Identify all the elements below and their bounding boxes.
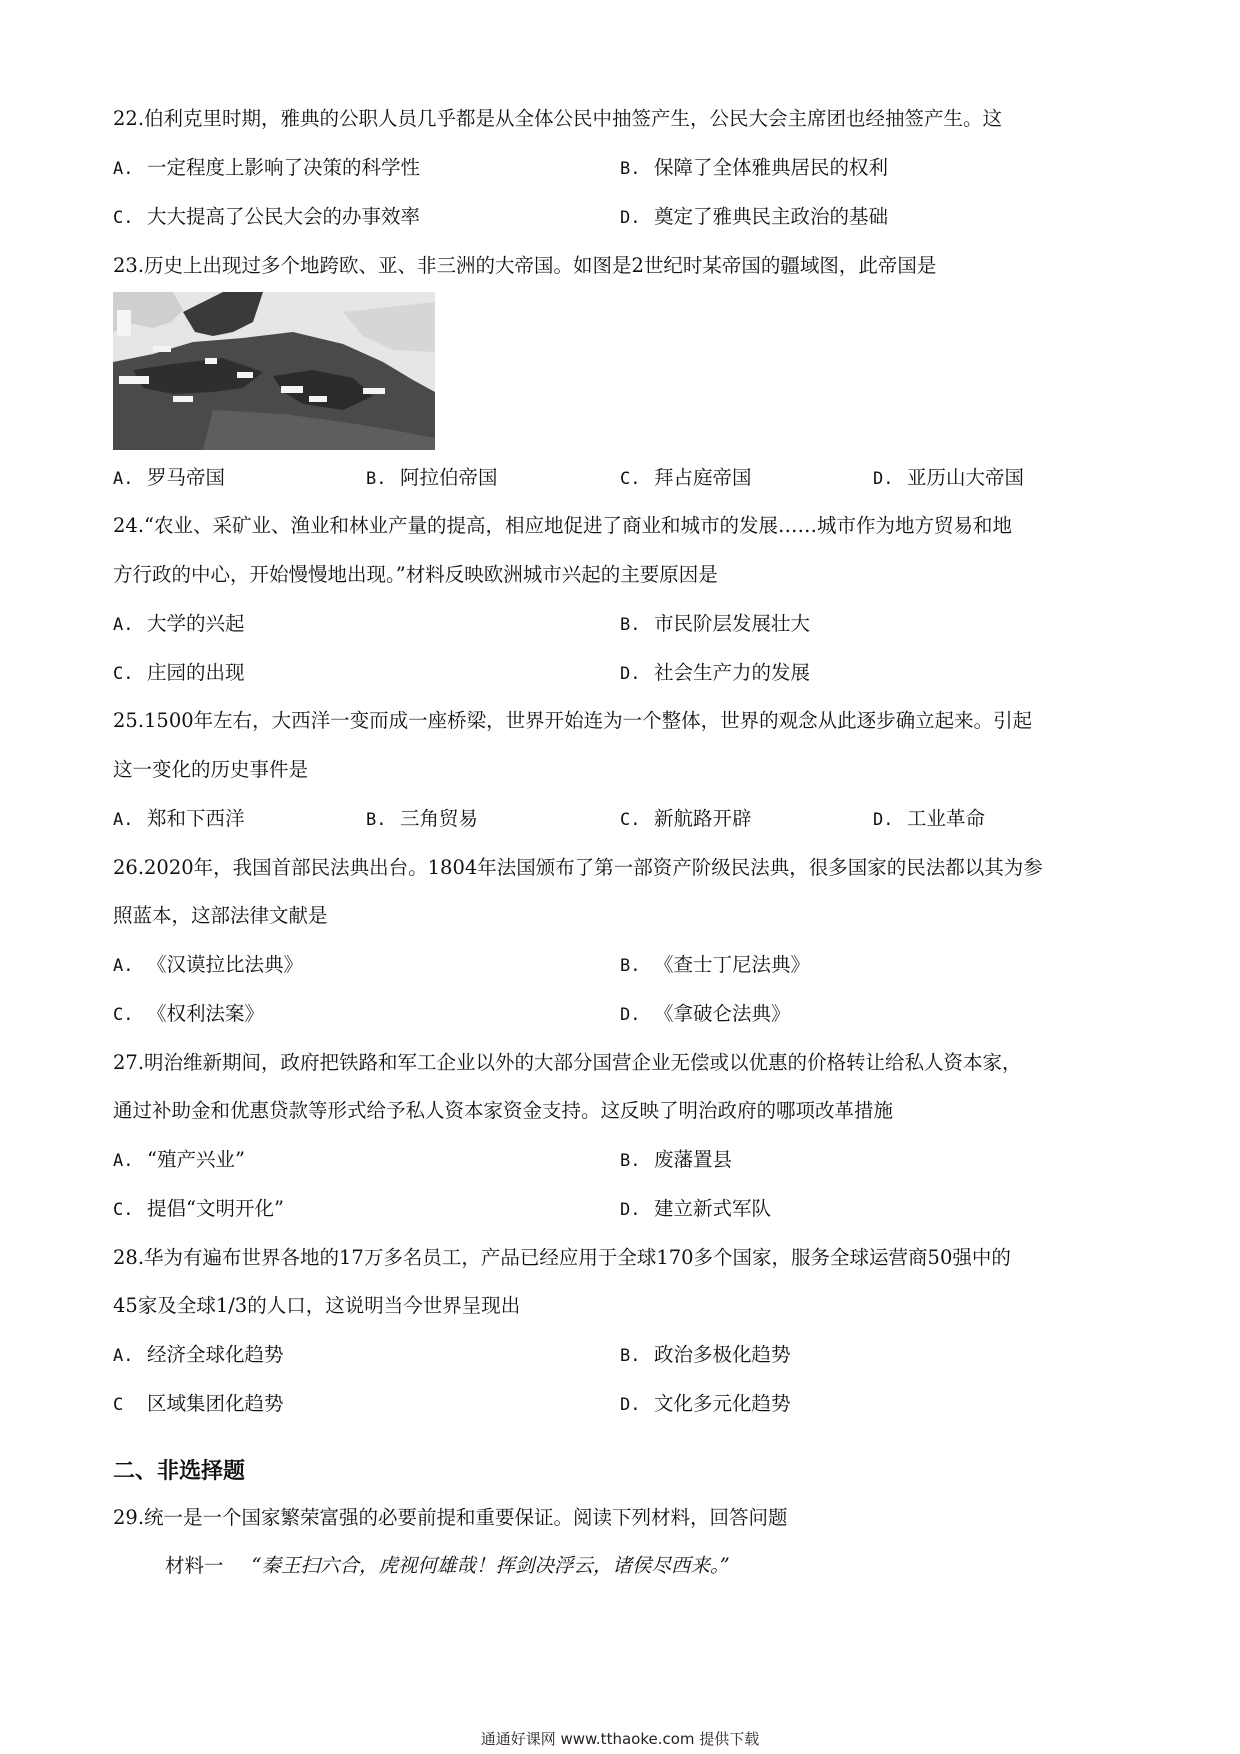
q29-stem: 29.统一是一个国家繁荣富强的必要前提和重要保证。阅读下列材料，回答问题 — [113, 1506, 788, 1529]
option-text: 三角贸易 — [400, 807, 479, 830]
option-text: 废藩置县 — [654, 1148, 733, 1171]
option-text: 新航路开辟 — [654, 807, 752, 830]
q26-stem-line-2: 照蓝本，这部法律文献是 — [113, 904, 328, 927]
option-text: 大学的兴起 — [147, 612, 245, 635]
section-title: 二、非选择题 — [113, 1459, 246, 1484]
option-key: D. — [873, 810, 894, 830]
q23-stem: 23.历史上出现过多个地跨欧、亚、非三洲的大帝国。如图是2世纪时某帝国的疆域图，此帝国是 — [113, 254, 937, 277]
empire-map-image — [113, 292, 435, 450]
option-key: B. — [620, 956, 641, 976]
option-key: D. — [620, 1200, 641, 1220]
option-text: 工业革命 — [907, 807, 986, 830]
q27-stem-line-2: 通过补助金和优惠贷款等形式给予私人资本家资金支持。这反映了明治政府的哪项改革措施 — [113, 1099, 894, 1122]
map-label — [119, 376, 149, 384]
q26-option-d — [620, 1001, 791, 1028]
option-key: C. — [113, 664, 134, 684]
option-key: D. — [873, 469, 894, 489]
q27-option-d — [620, 1196, 771, 1223]
material-text: “秦王扫六合，虎视何雄哉！挥剑决浮云，诸侯尽西来。” — [251, 1554, 730, 1577]
option-text: 《查士丁尼法典》 — [654, 953, 811, 976]
page-footer: 通通好课网 www.tthaoke.com 提供下载 — [480, 1730, 760, 1748]
q27-option-a — [113, 1147, 245, 1174]
option-text: 建立新式军队 — [654, 1197, 772, 1220]
option-key: A. — [113, 1151, 134, 1171]
option-text: 经济全球化趋势 — [147, 1343, 284, 1366]
option-text: 拜占庭帝国 — [654, 466, 752, 489]
q23-option-a — [113, 465, 225, 492]
q26-option-a — [113, 952, 303, 979]
option-key: B. — [366, 810, 387, 830]
option-text: 文化多元化趋势 — [654, 1392, 791, 1415]
option-key: C. — [113, 208, 134, 228]
q27-option-b — [620, 1147, 732, 1174]
option-text: 政治多极化趋势 — [654, 1343, 791, 1366]
q26-stem-line-1: 26.2020年，我国首部民法典出台。1804年法国颁布了第一部资产阶级民法典，很多国家的民法都以其为参 — [113, 856, 1043, 879]
q22-stem: 22.伯利克里时期，雅典的公职人员几乎都是从全体公民中抽签产生，公民大会主席团也经抽签产生。这 — [113, 107, 1003, 130]
option-key: B. — [620, 615, 641, 635]
map-label — [153, 346, 171, 352]
option-text: 市民阶层发展壮大 — [654, 612, 811, 635]
q25-option-a — [113, 806, 245, 833]
q24-option-c — [113, 660, 245, 687]
q24-option-d — [620, 660, 810, 687]
material-label: 材料一 — [165, 1554, 224, 1577]
option-text: 《汉谟拉比法典》 — [147, 953, 304, 976]
option-key: B. — [620, 1346, 641, 1366]
q24-stem-line-1: 24.“农业、采矿业、渔业和林业产量的提高，相应地促进了商业和城市的发展……城市作为地方贸易和地 — [113, 514, 1012, 537]
option-text: 庄园的出现 — [147, 661, 245, 684]
option-key: A. — [113, 469, 134, 489]
q28-option-c — [113, 1391, 284, 1418]
option-key: C. — [620, 469, 641, 489]
option-key: A. — [113, 159, 134, 179]
q24-option-b — [620, 611, 810, 638]
map-label — [173, 396, 193, 402]
option-text: 保障了全体雅典居民的权利 — [654, 156, 889, 179]
q23-option-d — [873, 465, 1024, 492]
map-label — [281, 386, 303, 393]
option-key: C — [113, 1395, 124, 1415]
option-text: 提倡“文明开化” — [147, 1197, 284, 1220]
q26-option-c — [113, 1001, 264, 1028]
q25-option-b — [366, 806, 478, 833]
option-key: C. — [113, 1200, 134, 1220]
q22-option-a — [113, 155, 420, 182]
q25-option-c — [620, 806, 752, 833]
q24-option-a — [113, 611, 245, 638]
option-key: B. — [620, 1151, 641, 1171]
q22-option-d — [620, 204, 888, 231]
option-key: D. — [620, 1395, 641, 1415]
map-label — [309, 396, 327, 402]
q28-option-a — [113, 1342, 284, 1369]
option-key: B. — [620, 159, 641, 179]
q28-option-d — [620, 1391, 791, 1418]
q25-stem-line-2: 这一变化的历史事件是 — [113, 758, 309, 781]
map-label — [363, 388, 385, 394]
map-label — [117, 310, 131, 336]
option-text: 区域集团化趋势 — [147, 1392, 284, 1415]
option-key: D. — [620, 208, 641, 228]
map-label — [205, 358, 217, 364]
q27-stem-line-1: 27.明治维新期间，政府把铁路和军工企业以外的大部分国营企业无偿或以优惠的价格转让给私人资本家， — [113, 1051, 1022, 1074]
option-key: C. — [113, 1005, 134, 1025]
option-key: B. — [366, 469, 387, 489]
map-label — [237, 372, 253, 378]
option-text: “殖产兴业” — [147, 1148, 245, 1171]
option-text: 社会生产力的发展 — [654, 661, 811, 684]
q28-stem-line-1: 28.华为有遍布世界各地的17万多名员工，产品已经应用于全球170多个国家，服务全球运营商50强中的 — [113, 1246, 1011, 1269]
option-text: 亚历山大帝国 — [907, 466, 1025, 489]
q28-stem-line-2: 45家及全球1/3的人口，这说明当今世界呈现出 — [113, 1294, 521, 1317]
q26-option-b — [620, 952, 810, 979]
option-key: A. — [113, 615, 134, 635]
q28-option-b — [620, 1342, 791, 1369]
option-key: D. — [620, 664, 641, 684]
option-key: A. — [113, 810, 134, 830]
q22-option-b — [620, 155, 888, 182]
option-key: A. — [113, 1346, 134, 1366]
option-text: 罗马帝国 — [147, 466, 226, 489]
option-text: 大大提高了公民大会的办事效率 — [147, 205, 421, 228]
option-text: 阿拉伯帝国 — [400, 466, 498, 489]
option-text: 《权利法案》 — [147, 1002, 265, 1025]
option-text: 《拿破仑法典》 — [654, 1002, 791, 1025]
q25-option-d — [873, 806, 985, 833]
q25-stem-line-1: 25.1500年左右，大西洋一变而成一座桥梁，世界开始连为一个整体，世界的观念从此逐步确立起来。引起 — [113, 709, 1033, 732]
option-key: C. — [620, 810, 641, 830]
q29-material — [165, 1550, 730, 1578]
option-key: D. — [620, 1005, 641, 1025]
empire-map-svg — [113, 292, 435, 450]
q23-option-b — [366, 465, 498, 492]
option-text: 郑和下西洋 — [147, 807, 245, 830]
q27-option-c — [113, 1196, 284, 1223]
q22-option-c — [113, 204, 420, 231]
option-text: 一定程度上影响了决策的科学性 — [147, 156, 421, 179]
option-text: 奠定了雅典民主政治的基础 — [654, 205, 889, 228]
q24-stem-line-2: 方行政的中心，开始慢慢地出现。”材料反映欧洲城市兴起的主要原因是 — [113, 563, 718, 586]
option-key: A. — [113, 956, 134, 976]
q23-option-c — [620, 465, 752, 492]
